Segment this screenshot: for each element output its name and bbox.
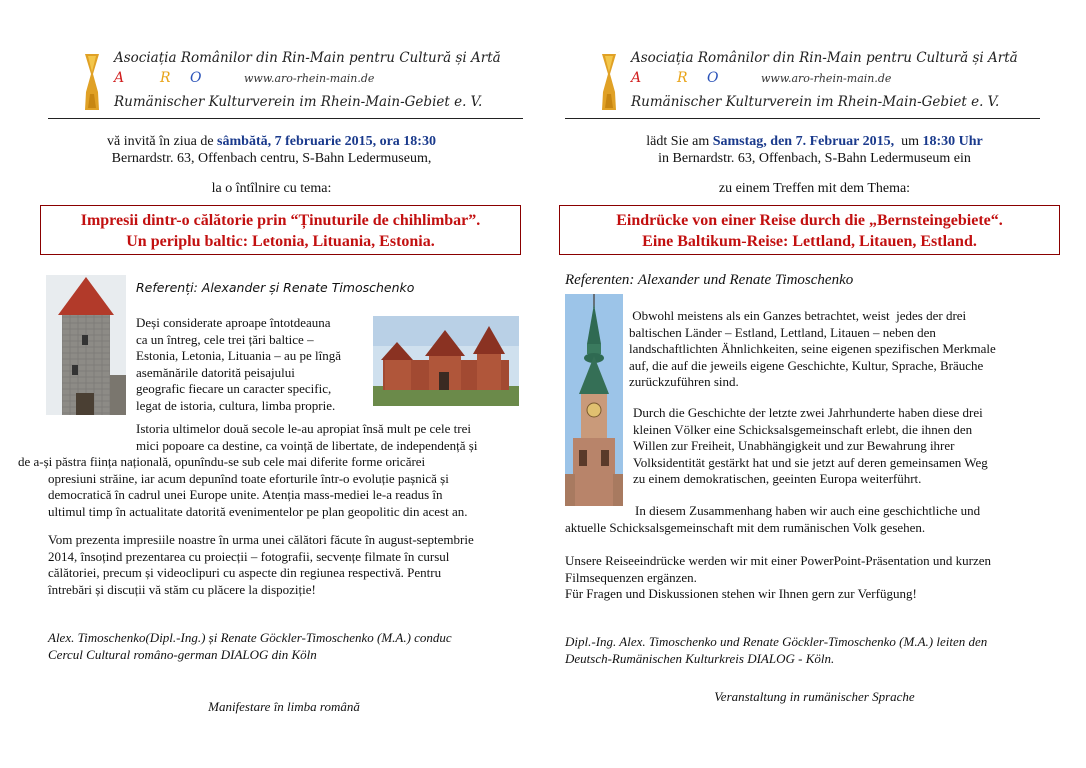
event-date: Samstag, den 7. Februar 2015, — [712, 134, 895, 149]
event-title-line1: Eindrücke von einer Reise durch die „Bernsteingebiete“. — [616, 212, 1003, 229]
acronym-letter-a: A — [114, 70, 125, 86]
org-name-de: Rumänischer Kulturverein im Rhein-Main-Gebiet e. V. — [114, 94, 483, 110]
hosts-note: Alex. Timoschenko(Dipl.-Ing.) și Renate Göckler-Timoschenko (M.A.) conduc Cercul Cultural româno-german DIALOG din Köln — [48, 630, 452, 662]
language-note: Veranstaltung in rumänischer Sprache — [714, 689, 915, 704]
intro-paragraph: Deși considerate aproape întotdeauna ca un întreg, cele trei țări baltice – Estonia, Letonia, Lituania – au pe lîngă asemănările datorită peisajului geografic fiecare un caracter specific, legat de istoria, cultura, limba proprie. — [136, 315, 342, 413]
theme-intro: la o întîlnire cu tema: — [211, 181, 332, 196]
event-title-box — [40, 205, 521, 255]
flyer-german — [543, 0, 1086, 768]
acronym-letter-a: A — [631, 70, 642, 86]
castle-photo — [373, 316, 519, 406]
org-name-ro: Asociația Românilor din Rin-Main pentru Cultură și Artă — [631, 50, 1018, 66]
event-title-box — [559, 205, 1060, 255]
paragraph-3: In diesem Zusammenhang haben wir auch eine geschichtliche und aktuelle Schicksalsgemeinschaft mit dem rumänischen Volk gesehen. — [565, 503, 981, 535]
paragraph-1: Obwohl meistens als ein Ganzes betrachtet, weist jedes der drei baltischen Länder – Estland, Lettland, Litauen – neben den landschaftlichten Ähnlichkeiten, seine eigenen spezifischen Merkmale auf, die auf die jeweils eigene Geschichte, Kultur, Sprache, Bräuche zurückzuführen sind. — [629, 308, 996, 390]
org-name-ro: Asociația Românilor din Rin-Main pentru Cultură și Artă — [114, 50, 501, 66]
event-time: 18:30 Uhr — [922, 134, 983, 149]
org-header — [48, 44, 523, 119]
speakers: Referenți: Alexander și Renate Timoschenko — [136, 280, 415, 295]
event-address: in Bernardstr. 63, Offenbach, S-Bahn Ledermuseum ein — [658, 151, 971, 166]
history-paragraph: Istoria ultimelor două secole le-au apropiat însă mult pe cele trei mici popoare ca destine, ca voință de libertate, de independență și de a-și păstra ființa națională, opunîndu-se sub cele mai diferite forme oricărei opresiuni străine, iar acum depunînd toate eforturile într-o evoluție pașnică și democratică în cadrul unei Europe unite. Atenția mass-mediei le-a readus în ultimul timp în actualitate datorită evenimentelor pe plan geopolitic din acest an. — [18, 421, 478, 519]
aro-logo-icon — [599, 52, 619, 112]
event-date: sâmbătă, 7 februarie 2015, ora 18:30 — [217, 134, 436, 149]
acronym-letter-r: R — [677, 70, 688, 86]
aro-logo-icon — [82, 52, 102, 112]
presentation-paragraph: Vom prezenta impresiile noastre în urma unei călători făcute în august-septembrie 2014, însoțind prezentarea cu proiecții – fotografii, secvențe filmate în cursul călătoriei, precum și videoclipuri cu aspecte din regiunea respectivă. Pentru întrebări și discuții vă stăm cu plăcere la dispoziție! — [48, 532, 474, 597]
paragraph-2: Durch die Geschichte der letzte zwei Jahrhunderte haben diese drei kleinen Völker eine Schicksalsgemeinschaft erlebt, die ihnen den Willen zur Freiheit, Unabhängigkeit und zur Bewahrung ihrer Volksidentität gestärkt hat und sie jetzt auf deren gemeinsamen Weg zu einem demokratischen, geeinten Europa weiterführt. — [633, 405, 988, 487]
org-header — [565, 44, 1040, 119]
tower-photo — [46, 275, 126, 415]
invitation-line: lädt Sie am Samstag, den 7. Februar 2015, um 18:30 Uhr — [646, 134, 983, 149]
event-title-line2: Eine Baltikum-Reise: Lettland, Litauen, Estland. — [642, 233, 977, 250]
hosts-note: Dipl.-Ing. Alex. Timoschenko und Renate Göckler-Timoschenko (M.A.) leiten den Deutsch-Rumänischen Kulturkreis DIALOG - Köln. — [565, 634, 988, 666]
paragraph-4: Unsere Reiseeindrücke werden wir mit einer PowerPoint-Präsentation und kurzen Filmsequenzen ergänzen. Für Fragen und Diskussionen stehen wir Ihnen gern zur Verfügung! — [565, 553, 991, 602]
invitation-line: vă invită în ziua de sâmbătă, 7 februarie 2015, ora 18:30 — [107, 134, 436, 149]
language-note: Manifestare în limba română — [208, 699, 360, 714]
acronym-letter-o: O — [190, 70, 202, 86]
acronym-letter-r: R — [160, 70, 171, 86]
website-link[interactable]: www.aro-rhein-main.de — [761, 72, 892, 85]
org-acronym — [631, 70, 891, 86]
org-name-de: Rumänischer Kulturverein im Rhein-Main-Gebiet e. V. — [631, 94, 1000, 110]
speakers: Referenten: Alexander und Renate Timoschenko — [565, 272, 854, 288]
event-address: Bernardstr. 63, Offenbach centru, S-Bahn Ledermuseum, — [111, 151, 432, 166]
acronym-letter-o: O — [707, 70, 719, 86]
event-title-line2: Un periplu baltic: Letonia, Lituania, Estonia. — [126, 233, 435, 250]
church-tower-photo — [565, 294, 623, 506]
org-acronym — [114, 70, 374, 86]
event-title-line1: Impresii dintr-o călătorie prin “Ținuturile de chihlimbar”. — [80, 212, 481, 229]
website-link[interactable]: www.aro-rhein-main.de — [244, 72, 375, 85]
theme-intro: zu einem Treffen mit dem Thema: — [718, 181, 911, 196]
